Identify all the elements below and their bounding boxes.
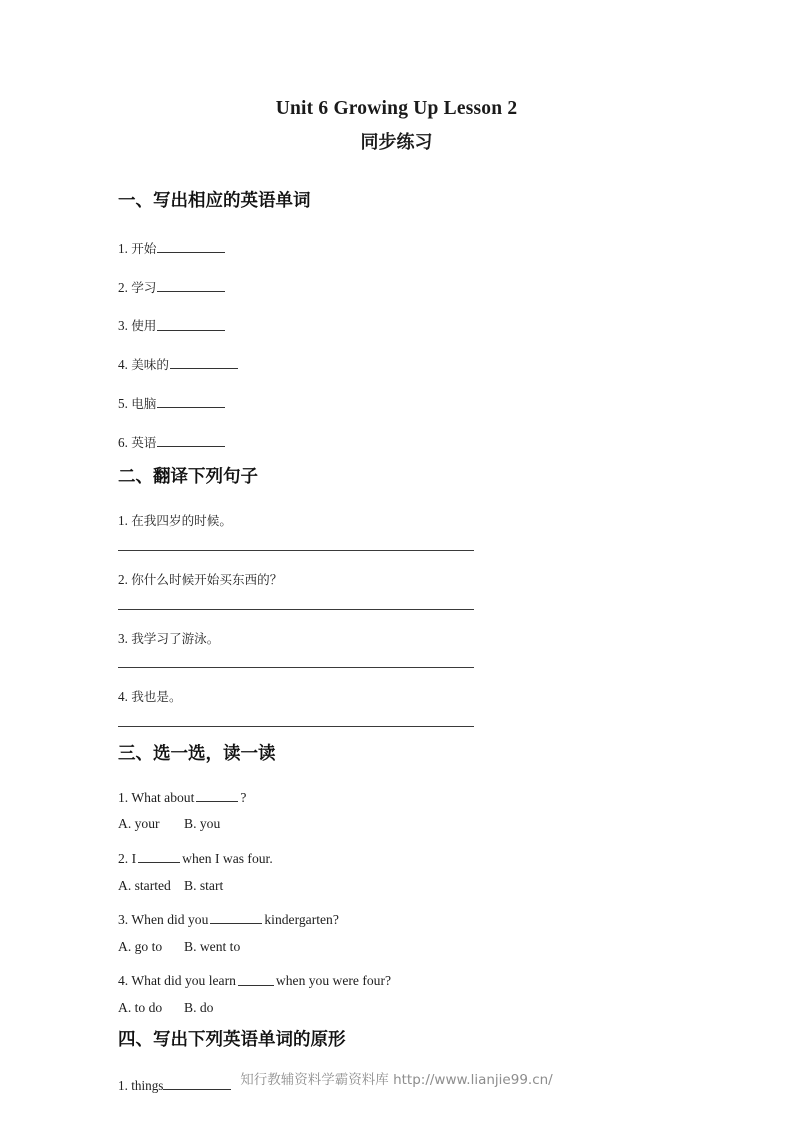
option-row (118, 817, 678, 831)
answer-blank[interactable] (138, 851, 180, 863)
list-item (118, 514, 678, 551)
list-item (118, 396, 678, 411)
answer-line[interactable] (118, 667, 474, 668)
worksheet-content (118, 178, 678, 1092)
page-title: Unit 6 Growing Up Lesson 2 (275, 98, 518, 119)
item-text: 在我四岁的时候。 (131, 513, 232, 529)
option-b[interactable]: B. do (184, 1000, 214, 1016)
word-translation-list (118, 241, 678, 450)
item-text: 学习 (131, 279, 157, 295)
item-number: 2. (118, 279, 128, 295)
question-text (118, 514, 678, 528)
option-row (118, 1001, 678, 1015)
question-text (118, 690, 678, 704)
section-heading-4: 四、写出下列英语单词的原形 (118, 1029, 346, 1050)
item-text: 我也是。 (131, 689, 182, 705)
list-item (118, 280, 678, 295)
item-text: 你什么时候开始买东西的？ (131, 571, 283, 587)
answer-blank[interactable] (157, 435, 225, 447)
question-tail: kindergarten? (264, 912, 339, 928)
question-text (118, 790, 678, 805)
list-item (118, 912, 678, 953)
question-text (118, 912, 678, 927)
item-text: 电脑 (131, 396, 157, 412)
question-text (118, 632, 678, 646)
answer-blank[interactable] (210, 912, 262, 924)
footer-watermark (0, 1068, 793, 1088)
list-item (118, 435, 678, 450)
list-item (118, 357, 678, 372)
question-tail: when you were four? (275, 973, 392, 989)
answer-line[interactable] (118, 609, 474, 610)
option-a[interactable]: A. go to (118, 938, 163, 954)
item-text: 我学习了游泳。 (131, 630, 220, 646)
list-item (118, 318, 678, 333)
option-row (118, 940, 678, 954)
item-number: 3. (118, 630, 128, 646)
option-a[interactable]: A. to do (118, 1000, 163, 1016)
item-number: 1. (118, 1077, 128, 1093)
section-heading-1: 一、写出相应的英语单词 (118, 191, 311, 211)
list-item (118, 241, 678, 256)
watermark-url: http://www.lianjie99.cn/ (393, 1072, 553, 1088)
item-number: 1. (118, 240, 128, 256)
question-tail: ? (240, 789, 247, 805)
question-tail: when I was four. (182, 850, 273, 866)
section-heading-2: 二、翻译下列句子 (118, 466, 258, 487)
answer-blank[interactable] (157, 396, 225, 408)
question-stem: 1. What about (118, 789, 195, 805)
question-stem: 3. When did you (118, 912, 209, 928)
list-item (118, 851, 678, 892)
option-a[interactable]: A. started (118, 877, 171, 893)
item-text: things (131, 1077, 164, 1093)
watermark-source-label: 知行教辅资料学霸资料库 (240, 1072, 389, 1088)
answer-line[interactable] (118, 550, 474, 551)
question-stem: 2. I (118, 850, 137, 866)
item-number: 3. (118, 318, 128, 334)
item-text: 使用 (131, 318, 157, 334)
answer-line[interactable] (118, 726, 474, 727)
item-text: 英语 (131, 435, 157, 451)
question-text (118, 973, 678, 988)
item-number: 4. (118, 689, 128, 705)
option-b[interactable]: B. start (184, 877, 224, 893)
list-item (118, 573, 678, 610)
list-item (118, 632, 678, 669)
answer-blank[interactable] (157, 241, 225, 253)
question-stem: 4. What did you learn (118, 973, 236, 989)
item-number: 1. (118, 513, 128, 529)
list-item (118, 690, 678, 727)
question-text (118, 851, 678, 866)
answer-blank[interactable] (157, 280, 225, 292)
option-a[interactable]: A. your (118, 816, 160, 832)
answer-blank[interactable] (170, 357, 238, 369)
multiple-choice-list (118, 790, 678, 1015)
list-item (118, 973, 678, 1014)
item-text: 美味的 (131, 357, 169, 373)
question-text (118, 573, 678, 587)
item-number: 5. (118, 396, 128, 412)
page-subtitle: 同步练习 (360, 132, 433, 153)
item-number: 6. (118, 435, 128, 451)
option-b[interactable]: B. you (184, 816, 221, 832)
answer-blank[interactable] (157, 318, 225, 330)
answer-blank[interactable] (238, 973, 274, 985)
translation-list (118, 514, 678, 726)
answer-blank[interactable] (196, 790, 238, 802)
item-text: 开始 (131, 240, 157, 256)
item-number: 2. (118, 571, 128, 587)
item-number: 4. (118, 357, 128, 373)
option-row (118, 879, 678, 893)
section-heading-3: 三、选一选，读一读 (118, 743, 276, 764)
option-b[interactable]: B. went to (184, 938, 241, 954)
list-item (118, 790, 678, 831)
